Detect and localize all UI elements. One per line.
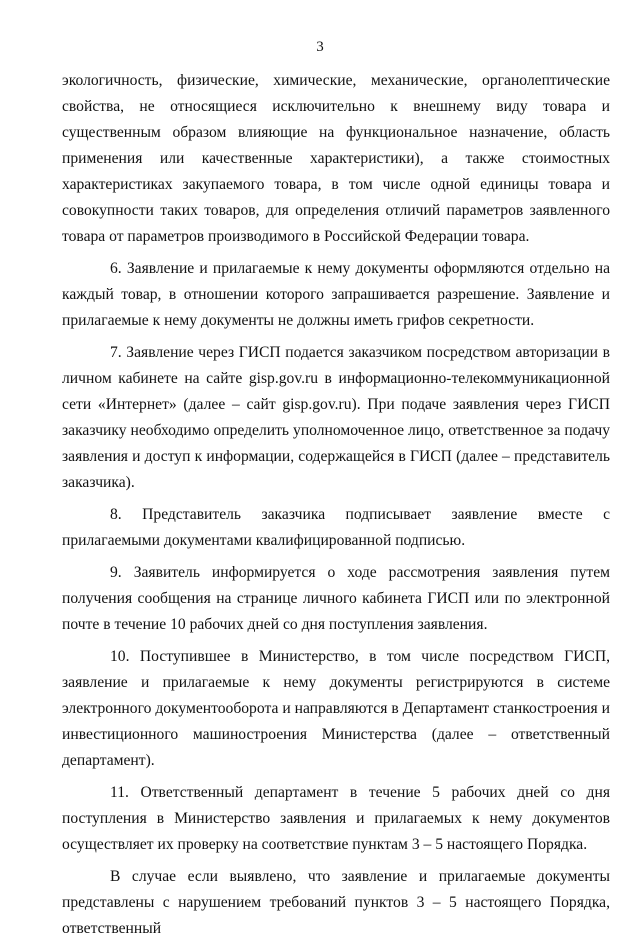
- paragraph-item-8: 8. Представитель заказчика подписывает заявление вместе с прилагаемыми документами квалифицированной подписью.: [62, 506, 610, 549]
- paragraph-violation-case: В случае если выявлено, что заявление и прилагаемые документы представлены с нарушением требований пунктов 3 – 5 настоящего Порядка, ответственный: [62, 868, 610, 937]
- paragraph-item-7: 7. Заявление через ГИСП подается заказчиком посредством авторизации в личном кабинете на сайте gisp.gov.ru в информационно-телекоммуникационной сети «Интернет» (далее – сайт gisp.gov.ru). При подаче заявления через ГИСП заказчику необходимо определить уполномоченное лицо, ответственное за подачу заявления и доступ к информации, содержащейся в ГИСП (далее – представитель заказчика).: [62, 344, 610, 491]
- document-body: [62, 68, 610, 942]
- paragraph-item-9: 9. Заявитель информируется о ходе рассмотрения заявления путем получения сообщения на странице личного кабинета ГИСП или по электронной почте в течение 10 рабочих дней со дня поступления заявления.: [62, 564, 610, 633]
- page-number: 3: [316, 39, 324, 55]
- paragraph-continuation: экологичность, физические, химические, механические, органолептические свойства, не относящиеся исключительно к внешнему виду товара и существенным образом влияющие на функциональное назначение, область применения или качественные характеристики), а также стоимостных характеристиках закупаемого товара, в том числе одной единицы товара и совокупности таких товаров, для определения отличий параметров заявленного товара от параметров производимого в Российской Федерации товара.: [62, 72, 610, 245]
- paragraph-item-6: 6. Заявление и прилагаемые к нему документы оформляются отдельно на каждый товар, в отношении которого запрашивается разрешение. Заявление и прилагаемые к нему документы не должны иметь грифов секретности.: [62, 260, 610, 329]
- paragraph-item-11: 11. Ответственный департамент в течение 5 рабочих дней со дня поступления в Министерство заявления и прилагаемых к нему документов осуществляет их проверку на соответствие пунктам 3 – 5 настоящего Порядка.: [62, 784, 610, 853]
- paragraph-item-10: 10. Поступившее в Министерство, в том числе посредством ГИСП, заявление и прилагаемые к нему документы регистрируются в системе электронного документооборота и направляются в Департамент станкостроения и инвестиционного машиностроения Министерства (далее – ответственный департамент).: [62, 648, 610, 769]
